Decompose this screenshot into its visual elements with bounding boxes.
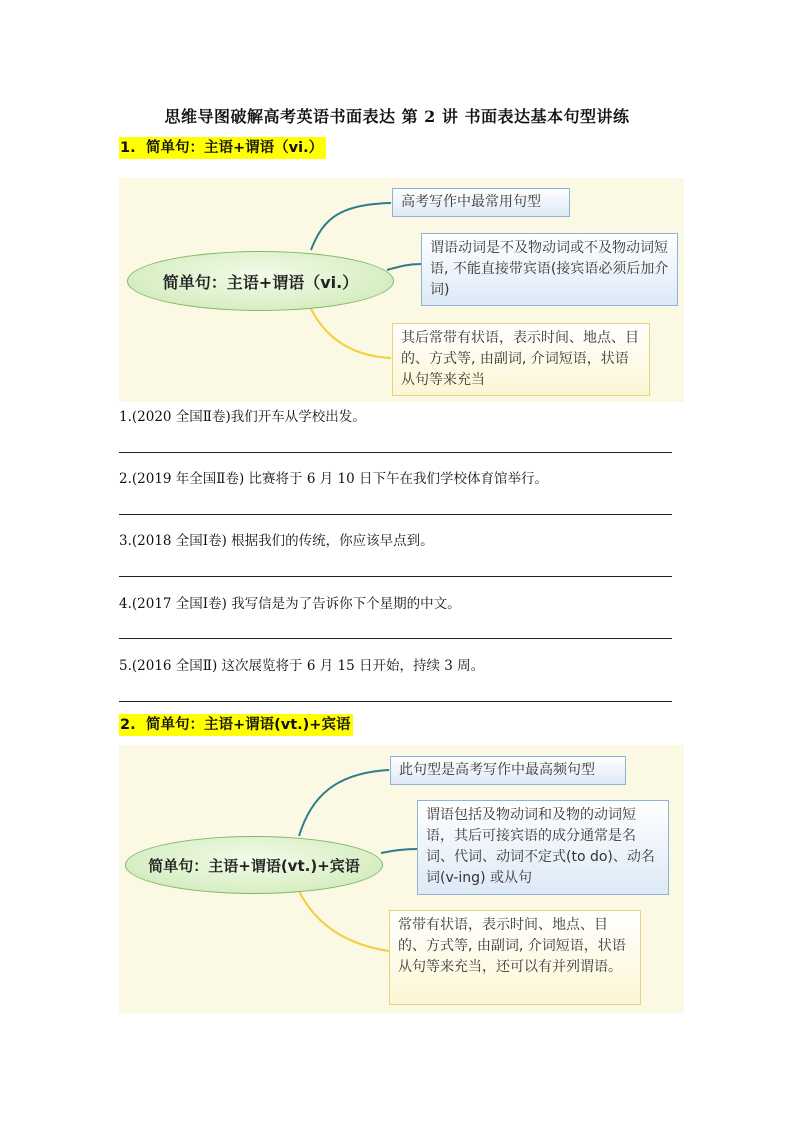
branch-1-2 — [387, 264, 421, 270]
answer-line-4[interactable] — [119, 638, 672, 639]
answer-line-5[interactable] — [119, 701, 672, 702]
mindmap-2-root: 简单句：主语+谓语(vt.)+宾语 — [125, 836, 383, 894]
question-2: 2.(2019 年全国Ⅱ卷) 比赛将于 6 月 10 日下午在我们学校体育馆举行。 — [119, 471, 548, 487]
page-title: 思维导图破解高考英语书面表达 第 2 讲 书面表达基本句型讲练 — [164, 107, 630, 126]
answer-line-3[interactable] — [119, 576, 672, 577]
mindmap-2-node-1: 此句型是高考写作中最高频句型 — [390, 756, 626, 785]
mindmap-1-node-3: 其后常带有状语，表示时间、地点、目的、方式等, 由副词, 介词短语，状语从句等来充当 — [392, 323, 650, 396]
section-2-heading — [119, 714, 353, 736]
section-1-number: 1. — [120, 140, 136, 156]
mindmap-1-root: 简单句：主语+谓语（vi.） — [127, 251, 394, 311]
question-5: 5.(2016 全国Ⅱ) 这次展览将于 6 月 15 日开始，持续 3 周。 — [119, 658, 485, 674]
mindmap-1-node-2: 谓语动词是不及物动词或不及物动词短语, 不能直接带宾语(接宾语必须后加介词) — [421, 233, 678, 306]
question-1: 1.(2020 全国Ⅱ卷)我们开车从学校出发。 — [119, 409, 366, 425]
section-2-number: 2. — [120, 717, 136, 733]
mindmap-2-node-2: 谓语包括及物动词和及物的动词短语，其后可接宾语的成分通常是名词、代词、动词不定式(to do)、动名词(v-ing) 或从句 — [417, 800, 669, 895]
branch-2-3 — [299, 891, 389, 951]
answer-line-2[interactable] — [119, 514, 672, 515]
section-1-heading — [119, 137, 326, 159]
question-4: 4.(2017 全国Ⅰ卷) 我写信是为了告诉你下个星期的中文。 — [119, 596, 461, 612]
branch-1-3 — [311, 309, 391, 358]
mindmap-1 — [119, 178, 684, 402]
mindmap-2-node-3: 常带有状语，表示时间、地点、目的、方式等, 由副词, 介词短语，状语从句等来充当，还可以有并列谓语。 — [389, 910, 641, 1005]
question-3: 3.(2018 全国Ⅰ卷) 根据我们的传统，你应该早点到。 — [119, 533, 434, 549]
answer-line-1[interactable] — [119, 452, 672, 453]
section-1-heading-text: 简单句：主语+谓语（vi.） — [146, 140, 324, 156]
branch-2-1 — [299, 770, 389, 836]
section-2-heading-text: 简单句：主语+谓语(vt.)+宾语 — [146, 717, 351, 733]
mindmap-1-node-1: 高考写作中最常用句型 — [392, 188, 570, 217]
branch-1-1 — [311, 203, 391, 250]
branch-2-2 — [381, 849, 417, 853]
mindmap-2 — [119, 745, 684, 1013]
